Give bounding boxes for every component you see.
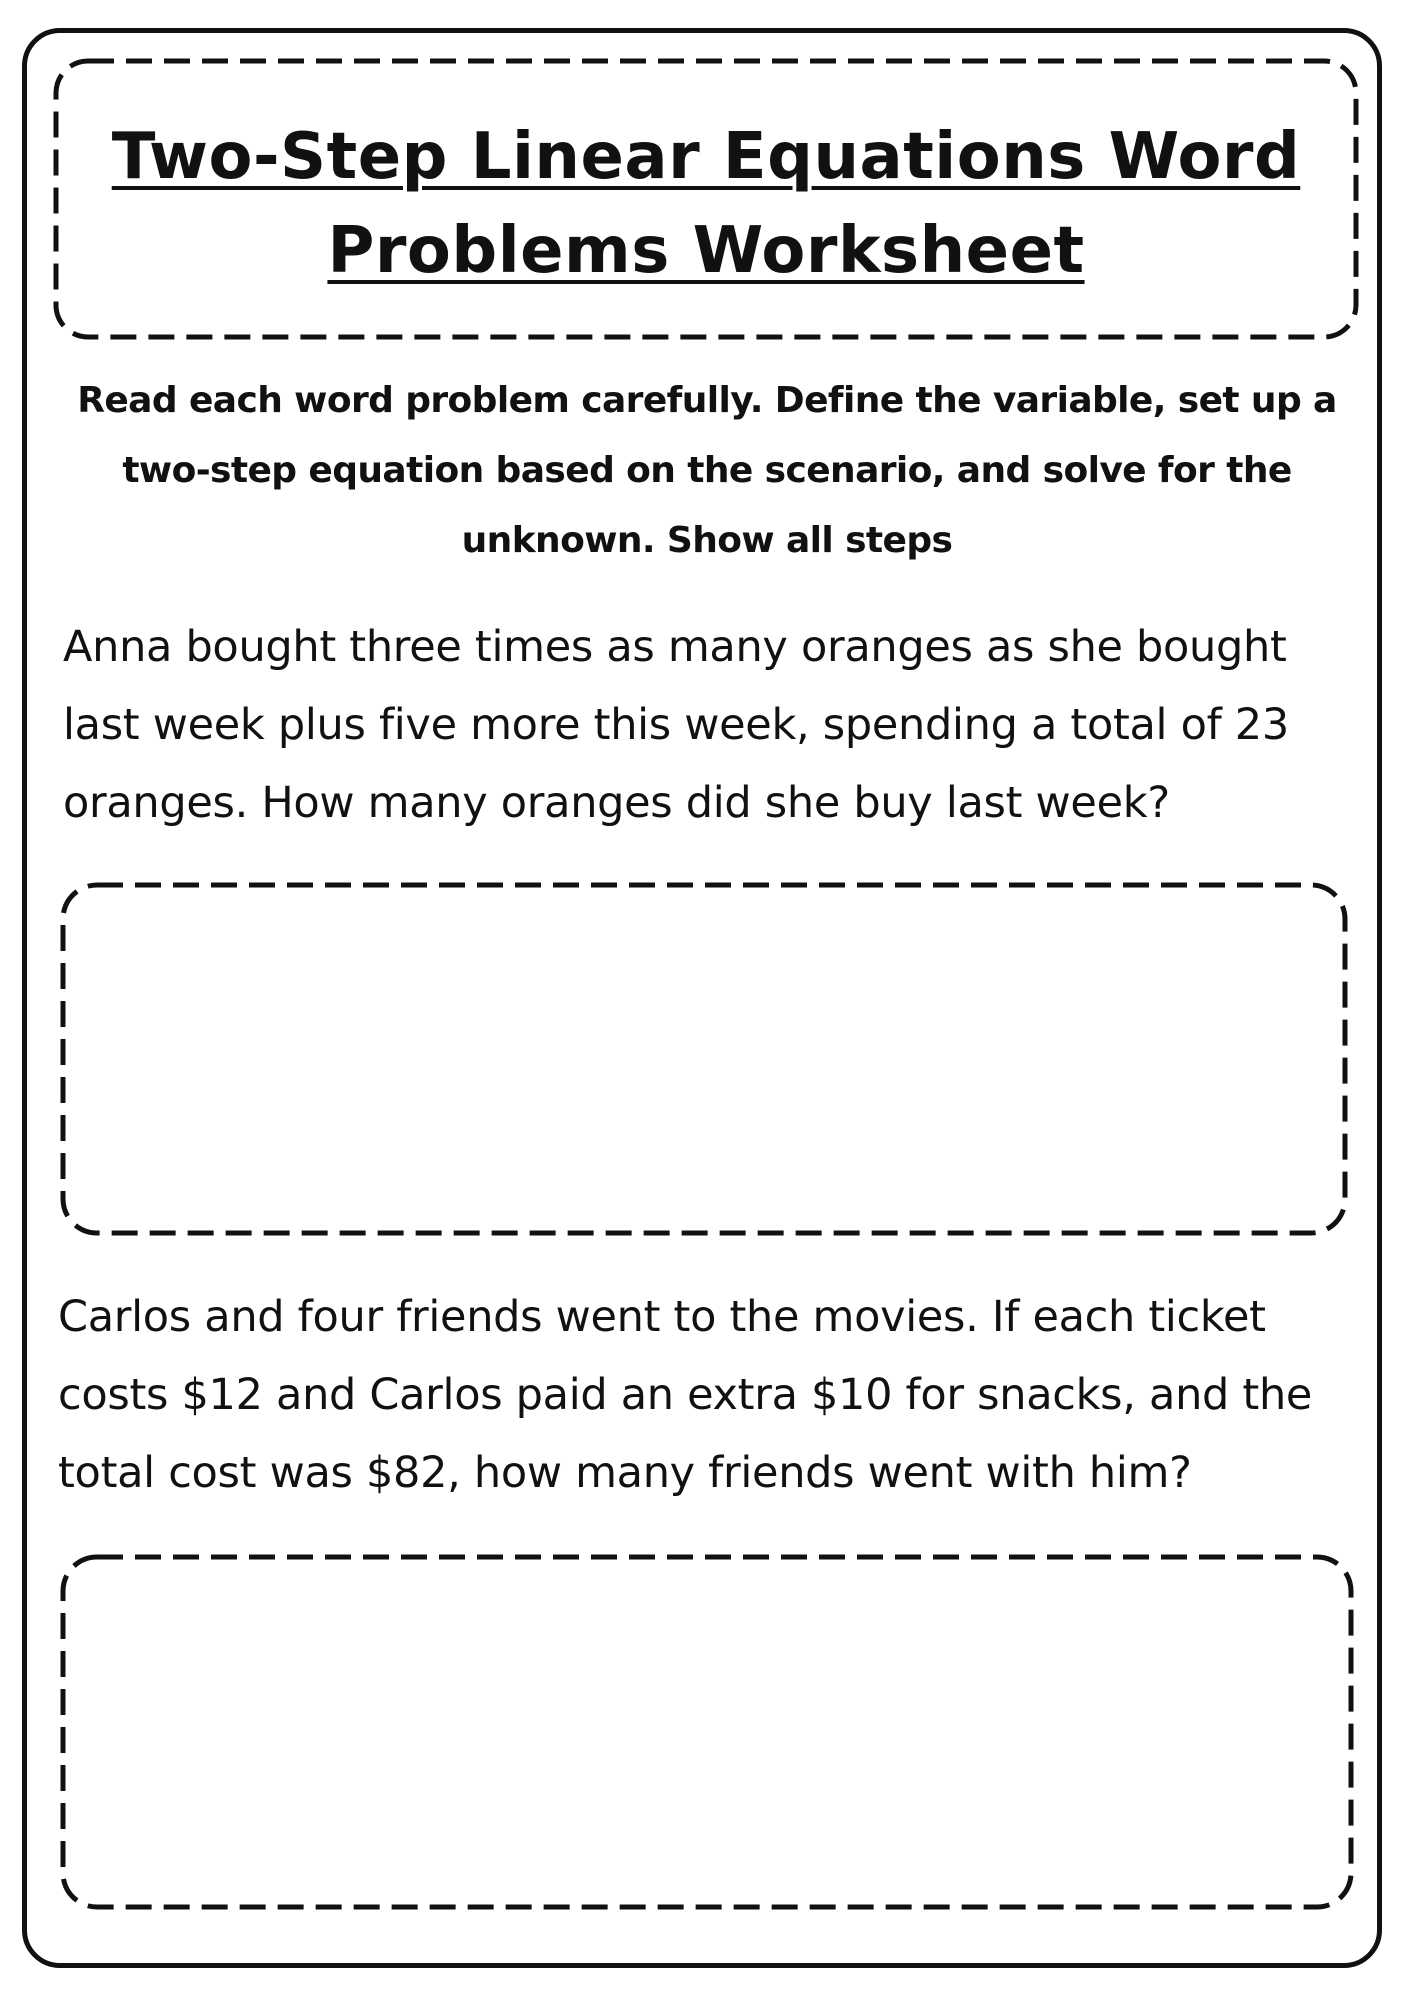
answer-box-2[interactable] — [60, 1554, 1354, 1910]
answer-box-1[interactable] — [60, 882, 1348, 1236]
problem-2-text: Carlos and four friends went to the movies. If each ticket costs $12 and Carlos paid an extra $10 for snacks, and the total cost was $82, how many friends went with him? — [58, 1292, 1313, 1498]
instructions: Read each word problem carefully. Define the variable, set up a two-step equation based on the scenario, and solve for the unknown. Show all steps — [77, 380, 1337, 561]
answer-box-2-dashed-border — [60, 1554, 1354, 1910]
title-line-2: Problems Worksheet — [327, 214, 1085, 288]
answer-box-1-dashed-border — [60, 882, 1348, 1236]
problem-1-text: Anna bought three times as many oranges as she bought last week plus five more this week, spending a total of 23 oranges. How many oranges did she buy last week? — [63, 622, 1289, 828]
title-box — [53, 58, 1359, 340]
title-line-1: Two-Step Linear Equations Word — [111, 120, 1301, 194]
worksheet-title — [53, 110, 1359, 298]
